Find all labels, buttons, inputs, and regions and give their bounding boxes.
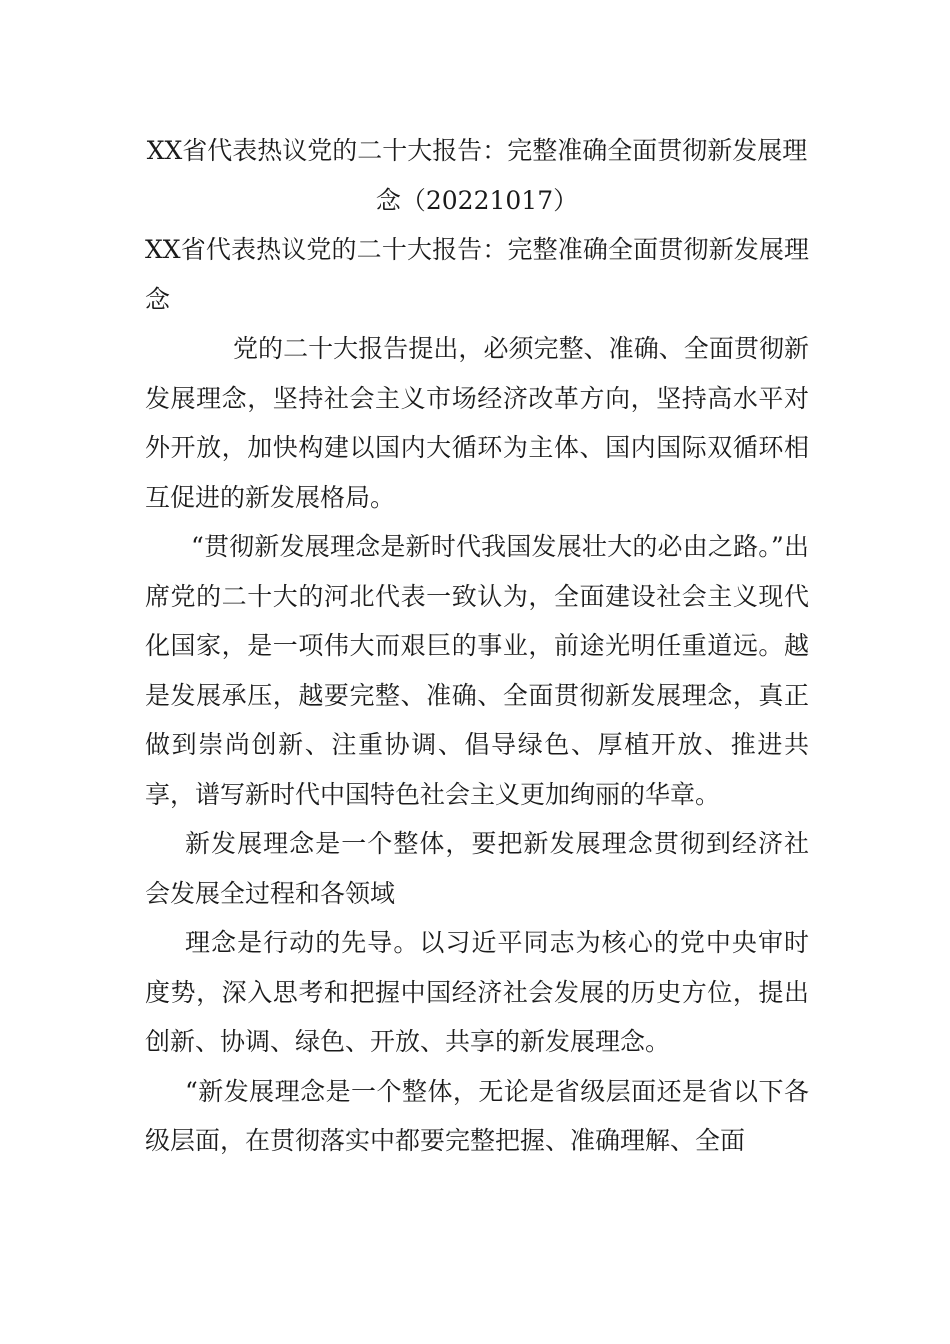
paragraph-1: 党的二十大报告提出，必须完整、准确、全面贯彻新发展理念，坚持社会主义市场经济改革方向，坚持高水平对外开放，加快构建以国内大循环为主体、国内国际双循环相互促进的新发展格局。 — [145, 334, 809, 512]
paragraph-4: “新发展理念是一个整体，无论是省级层面还是省以下各级层面，在贯彻落实中都要完整把握、准确理解、全面 — [145, 1076, 809, 1155]
section-heading: 新发展理念是一个整体，要把新发展理念贯彻到经济社会发展全过程和各领域 — [145, 829, 809, 908]
document-body — [145, 126, 809, 1166]
document-heading: XX省代表热议党的二十大报告：完整准确全面贯彻新发展理念 — [145, 235, 809, 314]
paragraph-2: “贯彻新发展理念是新时代我国发展壮大的必由之路。”出席党的二十大的河北代表一致认为，全面建设社会主义现代化国家，是一项伟大而艰巨的事业，前途光明任重道远。越是发展承压，越要完整、准确、全面贯彻新发展理念，真正做到崇尚创新、注重协调、倡导绿色、厚植开放、推进共享，谱写新时代中国特色社会主义更加绚丽的华章。 — [145, 532, 809, 809]
paragraph-3: 理念是行动的先导。以习近平同志为核心的党中央审时度势，深入思考和把握中国经济社会发展的历史方位，提出创新、协调、绿色、开放、共享的新发展理念。 — [145, 928, 809, 1056]
document-title: XX省代表热议党的二十大报告：完整准确全面贯彻新发展理念（20221017） — [146, 136, 808, 215]
